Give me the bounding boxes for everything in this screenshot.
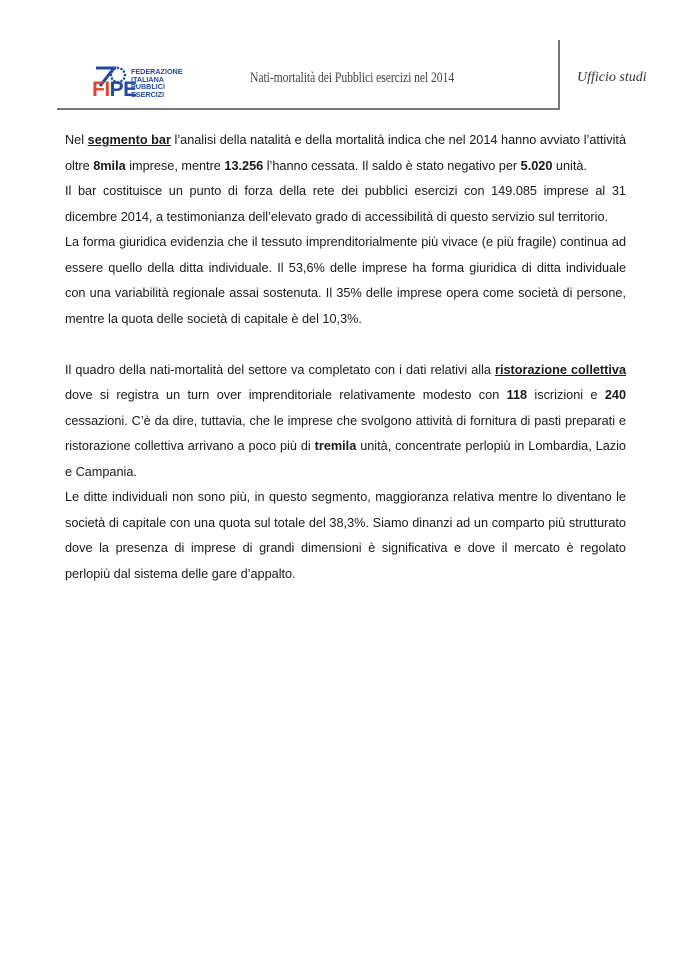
fipe-logo <box>92 64 182 104</box>
paragraph-bar-segment: Nel segmento bar l’analisi della natalità e della mortalità indica che nel 2014 hanno avviato l’attività oltre 8mila imprese, mentre 13.256 l’hanno cessata. Il saldo è stato negativo per 5.020 unità. <box>65 133 626 173</box>
header-divider <box>57 108 559 110</box>
paragraph-bar-strength: Il bar costituisce un punto di forza della rete dei pubblici esercizi con 149.085 imprese al 31 dicembre 2014, a testimonianza dell’elevato grado di accessibilità di questo servizio sul territorio. <box>65 184 626 224</box>
logo-organization-name: FEDERAZIONE ITALIANA PUBBLICI ESERCIZI <box>131 67 183 99</box>
paragraph-collective-catering: Il quadro della nati-mortalità del settore va completato con i dati relativi alla ristorazione collettiva dove si registra un turn over imprenditoriale relativamente modesto con 118 iscrizioni e 240 cessazioni. C’è da dire, tuttavia, che le imprese che svolgono attività di fornitura di pasti preparati e ristorazione collettiva arrivano a poco più di tremila unità, concentrate perlopiù in Lombardia, Lazio e Campania. <box>65 362 626 479</box>
logo-wordmark: FIPE <box>92 78 137 101</box>
paragraph-legal-form: La forma giuridica evidenzia che il tessuto imprenditorialmente più vivace (e più fragile) continua ad essere quello della ditta individuale. Il 53,6% delle imprese ha forma giuridica di ditta individuale con una variabilità regionale assai sostenuta. Il 35% delle imprese opera come società di persone, mentre la quota delle società di capitale è del 10,3%. <box>65 235 626 326</box>
page-header <box>0 0 690 120</box>
document-title: Nati-mortalità dei Pubblici esercizi nel 2014 <box>250 70 455 86</box>
document-body <box>65 128 626 587</box>
header-vertical-divider <box>558 40 560 110</box>
department-label: Ufficio studi <box>577 70 647 85</box>
paragraph-sole-proprietorships: Le ditte individuali non sono più, in questo segmento, maggioranza relativa mentre lo diventano le società di capitale con una quota sul totale del 38,3%. Siamo dinanzi ad un comparto più strutturato dove la presenza di imprese di grandi dimensioni è significativa e dove il mercato è regolato perlopiù dal sistema delle gare d’appalto. <box>65 490 626 581</box>
